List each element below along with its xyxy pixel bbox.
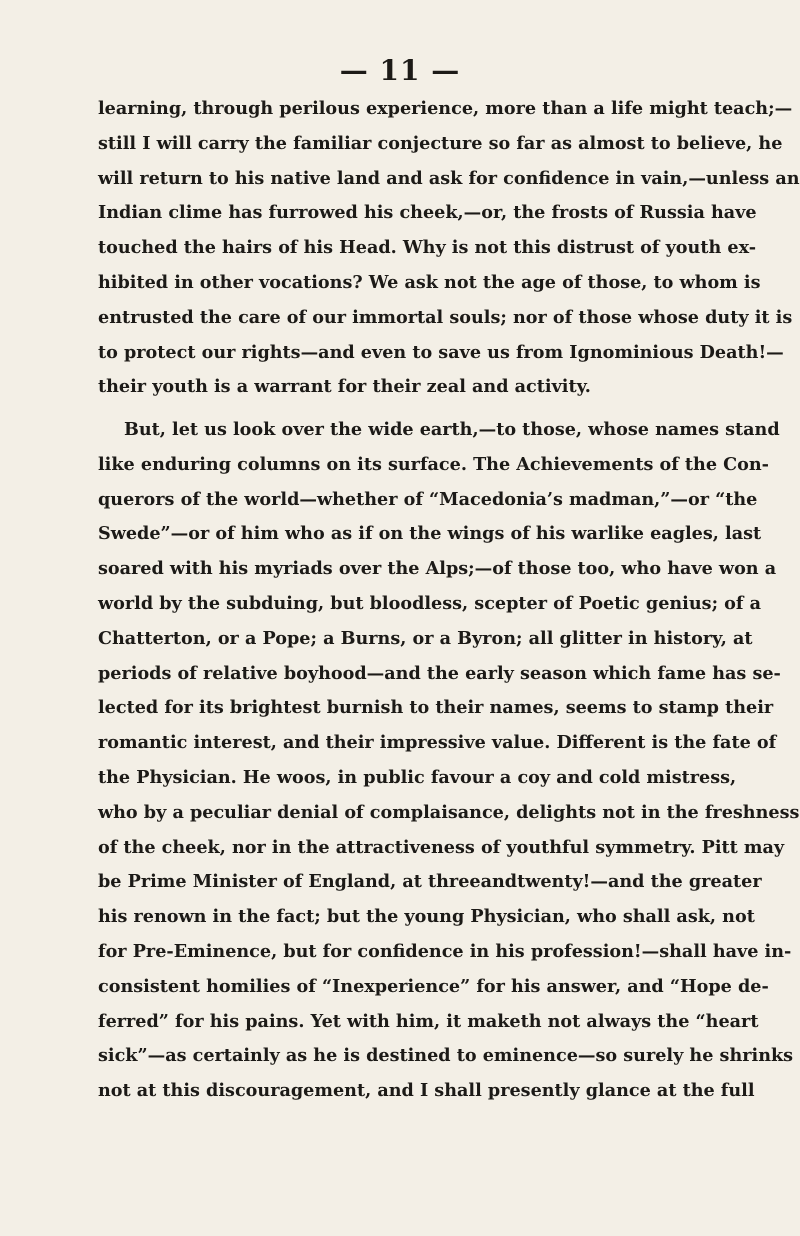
text-line: for Pre-Eminence, but for confidence in his profession!—shall have in- bbox=[98, 940, 792, 962]
paragraph bbox=[98, 413, 800, 1109]
text-line: will return to his native land and ask for confidence in vain,—unless an bbox=[98, 167, 800, 189]
text-line: world by the subduing, but bloodless, scepter of Poetic genius; of a bbox=[98, 592, 762, 614]
text-line: the Physician. He woos, in public favour a coy and cold mistress, bbox=[98, 766, 737, 788]
text-line: romantic interest, and their impressive value. Different is the fate of bbox=[98, 732, 777, 754]
text-line: hibited in other vocations? We ask not the age of those, to whom is bbox=[98, 271, 761, 293]
text-line: still I will carry the familiar conjecture so far as almost to believe, he bbox=[98, 132, 783, 154]
text-line: ferred” for his pains. Yet with him, it maketh not always the “heart bbox=[98, 1010, 759, 1032]
paragraph bbox=[98, 92, 800, 405]
text-line: entrusted the care of our immortal souls; nor of those whose duty it is bbox=[98, 306, 793, 328]
text-line: querors of the world—whether of “Macedonia’s madman,”—or “the bbox=[98, 488, 758, 510]
text-line: his renown in the fact; but the young Physician, who shall ask, not bbox=[98, 906, 755, 928]
text-line: Chatterton, or a Pope; a Burns, or a Byron; all glitter in history, at bbox=[98, 627, 753, 649]
text-line: lected for its brightest burnish to their names, seems to stamp their bbox=[98, 697, 774, 719]
text-line: learning, through perilous experience, more than a life might teach;— bbox=[98, 98, 793, 119]
text-line: not at this discouragement, and I shall presently glance at the full bbox=[98, 1080, 755, 1102]
text-line: touched the hairs of his Head. Why is not this distrust of youth ex- bbox=[98, 237, 757, 259]
text-line: who by a peculiar denial of complaisance, delights not in the freshness bbox=[98, 801, 800, 823]
text-line: sick”—as certainly as he is destined to eminence—so surely he shrinks bbox=[98, 1045, 794, 1067]
page-number: — 11 — bbox=[339, 54, 461, 87]
text-line: like enduring columns on its surface. The Achievements of the Con- bbox=[98, 453, 769, 475]
text-line: Swede”—or of him who as if on the wings of his warlike eagles, last bbox=[98, 523, 762, 545]
text-line: consistent homilies of “Inexperience” for his answer, and “Hope de- bbox=[98, 975, 769, 997]
text-line: Indian clime has furrowed his cheek,—or, the frosts of Russia have bbox=[98, 202, 757, 224]
text-line: soared with his myriads over the Alps;—of those too, who have won a bbox=[98, 558, 777, 580]
text-line: of the cheek, nor in the attractiveness of youthful symmetry. Pitt may bbox=[98, 836, 785, 858]
text-line: to protect our rights—and even to save us from Ignominious Death!— bbox=[98, 341, 784, 363]
text-line: be Prime Minister of England, at threeandtwenty!—and the greater bbox=[98, 871, 762, 893]
text-line: their youth is a warrant for their zeal and activity. bbox=[98, 376, 591, 398]
text-line: periods of relative boyhood—and the early season which fame has se- bbox=[98, 662, 781, 684]
text-line: But, let us look over the wide earth,—to those, whose names stand bbox=[124, 419, 780, 440]
